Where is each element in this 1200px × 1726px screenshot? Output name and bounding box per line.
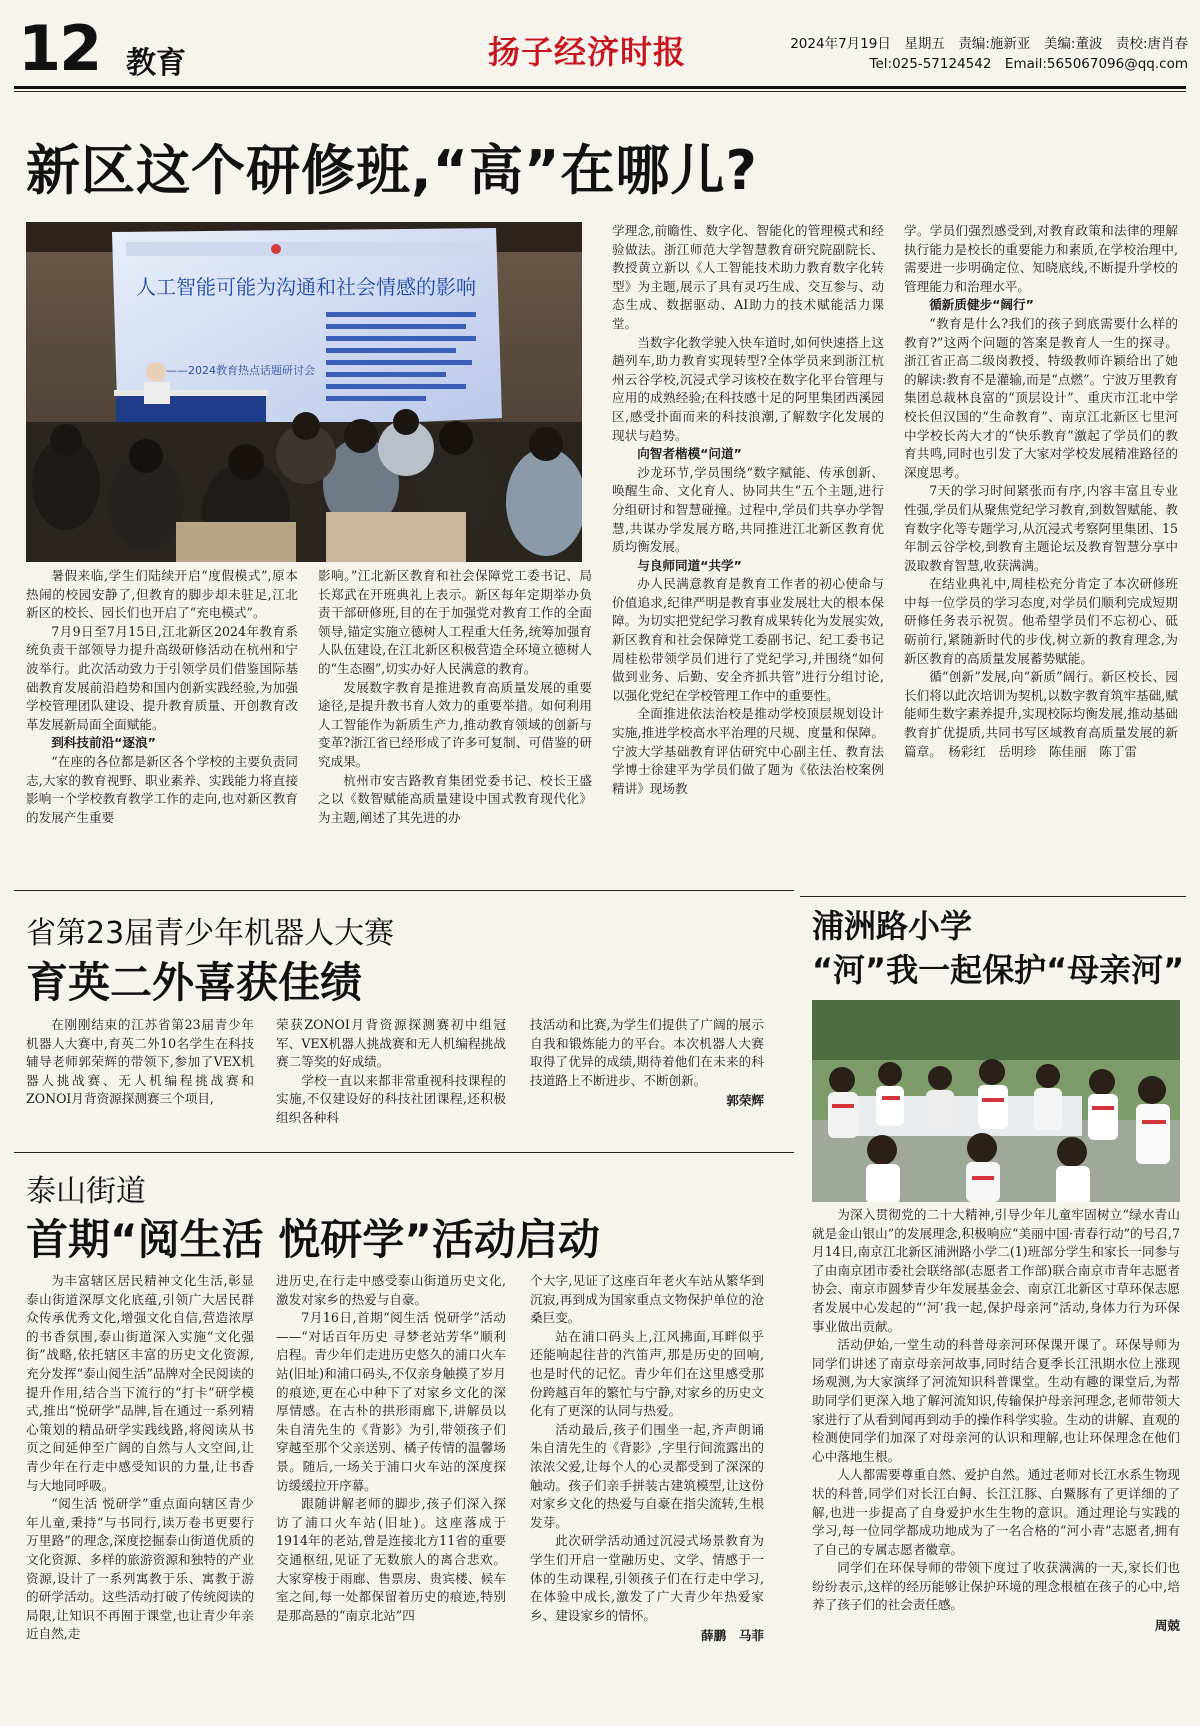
article3-column1: [26, 1272, 254, 1720]
paragraph: 荣获ZONOI月背资源探测赛初中组冠军、VEX机器人挑战赛和无人机编程挑战赛二等奖的好成绩。: [276, 1017, 506, 1070]
paragraph: 此次研学活动通过沉浸式场景教育为学生们开启一堂融历史、文学、情感于一体的生动课程,引领孩子们在行走中学习,在体验中成长,激发了广大青少年热爱家乡、建设家乡的情怀。: [530, 1533, 764, 1623]
article2-column3: [530, 1016, 764, 1140]
paragraph: 为丰富辖区居民精神文化生活,彰显泰山街道深厚文化底蕴,引领广大居民群众传承优秀文化,增强文化自信,营造浓厚的书香氛围,泰山街道深入实施“文化强街”战略,依托辖区丰富的历史文化资源,充分发挥“泰山阅生活”品牌对全民阅读的提升作用,结合当下流行的“打卡”研学模式,推出“悦研学”品牌,旨在通过一系列精心策划的精品研学实践线路,将阅读从书页之间延伸至广阔的自然与人文空间,让青少年在行走中感受知识的力量,让书香与大地同呼吸。: [26, 1273, 254, 1493]
subhead: 向智者楷模“问道”: [637, 446, 742, 462]
paragraph: 同学们在环保导师的带领下度过了收获满满的一天,家长们也纷纷表示,这样的经历能够让保护环境的理念根植在孩子的心中,培养了孩子们的社会责任感。: [812, 1560, 1180, 1613]
paragraph: “阅生活 悦研学”重点面向辖区青少年儿童,秉持“与书同行,读万卷书更要行万里路”的理念,深度挖掘泰山街道优质的文化资源、多样的旅游资源和独特的产业资源,设计了一系列寓教于乐、寓教于游的研学活动。这些活动打破了传统阅读的局限,让知识不再囿于课堂,也让青少年亲近自然,走: [26, 1496, 254, 1642]
paragraph: 7天的学习时间紧张而有序,内容丰富且专业性强,学员们从聚焦党纪学习教育,到数智赋能、教育数字化等专题学习,从沉浸式考察阿里集团、15年制云谷学校,到教育主题论坛及教育智慧分享中汲取教育智慧,收获满满。: [904, 483, 1178, 573]
article1-column4: [904, 222, 1178, 880]
paragraph: 个大字,见证了这座百年老火车站从繁华到沉寂,再到成为国家重点文物保护单位的沧桑巨变。: [530, 1273, 764, 1326]
article4-byline: 周兢: [1154, 1618, 1180, 1634]
paragraph: 在刚刚结束的江苏省第23届青少年机器人大赛中,育英二外10名学生在科技辅导老师郭荣辉的带领下,参加了VEX机器人挑战赛、无人机编程挑战赛和ZONOI月背资源探测赛三个项目,: [26, 1017, 254, 1107]
page-number: 12: [18, 12, 101, 85]
article3-title: 首期“阅生活 悦研学”活动启动: [26, 1215, 600, 1264]
header-divider: [14, 86, 1186, 89]
seminar-photo: [26, 222, 582, 562]
article4-subtitle: 浦洲路小学: [812, 907, 973, 945]
paragraph: 学。学员们强烈感受到,对教育政策和法律的理解执行能力是校长的重要能力和素质,在学校治理中,需要进一步明确定位、知晓底线,不断提升学校的管理能力和治理水平。: [904, 223, 1178, 294]
paragraph: 进历史,在行走中感受泰山街道历史文化,激发对家乡的热爱与自豪。: [276, 1273, 506, 1307]
paragraph: 为深入贯彻党的二十大精神,引导少年儿童牢固树立“绿水青山就是金山银山”的发展理念,积极响应“美丽中国·青春行动”的号召,7月14日,南京江北新区浦洲路小学二(1)班部分学生和家长一同参与了由南京团市委社会联络部(志愿者工作部)联合南京市青年志愿者协会、南京市圆梦青少年发展基金会、南京江北新区寸草环保志愿者发展中心发起的“‘河’我一起,保护母亲河”活动,身体力行为环保事业做出贡献。: [812, 1207, 1180, 1334]
section-divider: [14, 1152, 794, 1153]
paragraph: 站在浦口码头上,江风拂面,耳畔似乎还能响起往昔的汽笛声,那是历史的回响,也是时代的记忆。青少年们在这里感受那份跨越百年的繁忙与宁静,对家乡的历史文化有了更深的认同与热爱。: [530, 1328, 764, 1419]
paragraph: 学校一直以来都非常重视科技课程的实施,不仅建设好的科技社团课程,还积极组织各种科: [276, 1072, 506, 1125]
article1-column1: [26, 567, 298, 863]
paragraph: 人人都需要尊重自然、爱护自然。通过老师对长江水系生物现状的科普,同学们对长江白鲟、长江江豚、白鱀豚有了更详细的了解,也进一步提高了自身爱护水生生物的意识。通过理论与实践的学习,每一位同学都成功地成为了一名合格的“河小青”志愿者,拥有了自己的专属志愿者徽章。: [812, 1467, 1180, 1557]
paragraph: 技活动和比赛,为学生们提供了广阔的展示自我和锻炼能力的平台。本次机器人大赛取得了优异的成绩,期待着他们在未来的科技道路上不断进步、不断创新。: [530, 1017, 764, 1088]
paragraph: 杭州市安吉路教育集团党委书记、校长王盛之以《数智赋能高质量建设中国式教育现代化》为主题,阐述了其先进的办: [318, 772, 592, 825]
paragraph: 沙龙环节,学员围绕“数字赋能、传承创新、唤醒生命、文化育人、协同共生”五个主题,进行分组研讨和智慧碰撞。过程中,学员们共享办学智慧,共谋办学发展方略,共同推进江北新区教育优质均衡发展。: [612, 464, 884, 555]
river-activity-illustration: [812, 1000, 1180, 1202]
article1-headline: 新区这个研修班,“高”在哪儿?: [26, 139, 758, 202]
article4-column1: [812, 1206, 1180, 1720]
article1-column2: [318, 567, 592, 863]
header-info: [790, 34, 1188, 74]
article2-subtitle: 省第23届青少年机器人大赛: [26, 916, 395, 951]
article3-byline: 薛鹏 马菲: [701, 1628, 764, 1644]
subhead: 与良师同道“共学”: [637, 557, 742, 573]
paragraph: “教育是什么?我们的孩子到底需要什么样的教育?”这两个问题的答案是教育人一生的探寻。浙江省正高二级岗教授、特级教师许颖给出了她的解读:教育不是灌输,而是“点燃”。宁波万里教育集团总裁林良富的“顶层设计”、重庆市江北中学校长但汉国的“生命教育”、南京江北新区七里河中学校长芮大才的“快乐教育”激起了学员们的教育共鸣,同时也引发了大家对学校发展精准路径的深度思考。: [904, 315, 1178, 480]
river-activity-photo: [812, 1000, 1180, 1202]
paragraph: 办人民满意教育是教育工作者的初心使命与价值追求,纪律严明是教育事业发展壮大的根本保障。为切实把党纪学习教育成果转化为发展实效,新区教育和社会保障党工委副书记、纪工委书记周桂松带领学员们进行了党纪学习,并围绕“如何做到业务、后勤、安全齐抓共管”进行分组讨论,以强化党纪在学校管理工作中的重要性。: [612, 576, 884, 703]
article2-column1: [26, 1016, 254, 1138]
paragraph: 活动最后,孩子们围坐一起,齐声朗诵朱自清先生的《背影》,字里行间流露出的浓浓父爱,让每个人的心灵都受到了深深的触动。孩子们亲手拼装古建筑模型,让这份对家乡文化的热爱与自豪在指尖流转,生根发芽。: [530, 1421, 764, 1530]
paragraph: 学理念,前瞻性、数字化、智能化的管理模式和经验做法。浙江师范大学智慧教育研究院副院长、教授黄立新以《人工智能技术助力教育数字化转型》为主题,展示了具有灵巧生成、交互参与、动态生成、数据驱动、AI助力的技术赋能活力课堂。: [612, 223, 884, 331]
section-divider: [800, 896, 1186, 897]
seminar-photo-illustration: [26, 222, 582, 562]
paragraph: 发展数字教育是推进教育高质量发展的重要途径,是提升教书育人效力的重要举措。如何利用人工智能作为新质生产力,推动教育领域的创新与变革?浙江省已经形成了许多可复制、可借鉴的研究成果。: [318, 679, 592, 769]
article3-column3: [530, 1272, 764, 1720]
paragraph: “在座的各位都是新区各个学校的主要负责同志,大家的教育视野、职业素养、实践能力将直接影响一个学校教育教学工作的走向,也对新区教育的发展产生重要: [26, 753, 298, 825]
section-title: 教育: [126, 46, 186, 81]
section-divider: [14, 890, 794, 891]
paragraph: 跟随讲解老师的脚步,孩子们深入探访了浦口火车站(旧址)。这座落成于1914年的老站,曾是连接北方11省的重要交通枢纽,见证了无数旅人的离合悲欢。大家穿梭于雨廊、售票房、贵宾楼、候车室之间,每一处都保留着历史的痕迹,特别是那高悬的“南京北站”四: [276, 1496, 506, 1623]
issue-date-editors: 2024年7月19日 星期五 责编:施新亚 美编:董波 责校:唐肖春: [790, 36, 1188, 52]
newspaper-masthead: [488, 28, 768, 76]
paragraph: 7月16日,首期“阅生活 悦研学”活动——“对话百年历史 寻梦老站芳华”顺利启程。青少年们走进历史悠久的浦口火车站(旧址)和浦口码头,不仅亲身触摸了岁月的痕迹,更在心中种下了对家乡文化的深厚情感。在古朴的拱形雨廊下,讲解员以朱自清先生的《背影》为引,带领孩子们穿越至那个父亲送别、橘子传情的温馨场景。随后,一场关于浦口火车站的深度探访缓缓拉开序幕。: [276, 1310, 506, 1493]
article1-column3: [612, 222, 884, 862]
article4-title: “河”我一起保护“母亲河”: [812, 951, 1185, 989]
paragraph: 7月9日至7月15日,江北新区2024年教育系统负责干部领导力提升高级研修活动在杭州和宁波举行。此次活动致力于引领学员们借鉴国际基础教育发展前沿趋势和国内创新实践经验,为加强学校管理团队建设、提升教育质量、开创教育改革发展新局面全面赋能。: [26, 623, 298, 732]
screen-title: 人工智能可能为沟通和社会情感的影响: [136, 275, 476, 299]
article2-column2: [276, 1016, 506, 1138]
contact-line: Tel:025-57124542 Email:565067096@qq.com: [869, 56, 1188, 72]
article3-subtitle: 泰山街道: [26, 1174, 146, 1209]
subhead: 到科技前沿“逐浪”: [51, 735, 156, 751]
article3-column2: [276, 1272, 506, 1720]
article2-title: 育英二外喜获佳绩: [26, 958, 363, 1007]
subhead: 循新质健步“阔行”: [929, 297, 1034, 313]
screen-caption: ——2024教育热点话题研讨会: [166, 364, 315, 377]
paragraph: 当数字化教学驶入快车道时,如何快速搭上这趟列车,助力教育实现转型?全体学员来到浙江杭州云谷学校,沉浸式学习该校在数字化平台管理与应用的成熟经验;在科技感十足的阿里集团西溪园区,感受扑面而来的科技浪潮,了解数字化发展的现状与趋势。: [612, 334, 884, 443]
paragraph: 循“创新”发展,向“新质”阔行。新区校长、园长们将以此次培训为契机,以数字教育筑牢基础,赋能师生数字素养提升,实现校际均衡发展,推动基础教育扩优提质,共同书写区域教育高质量发展的新篇章。 杨彩红 岳明珍 陈佳丽 陈丁雷: [904, 669, 1178, 759]
header-divider-thin: [14, 91, 1186, 92]
paragraph: 暑假来临,学生们陆续开启“度假模式”,原本热闹的校园安静了,但教育的脚步却未驻足,江北新区的校长、园长们也开启了“充电模式”。: [26, 568, 298, 621]
paragraph: 影响。”江北新区教育和社会保障党工委书记、局长郑武在开班典礼上表示。新区每年定期举办负责干部研修班,目的在于加强党对教育工作的全面领导,锚定实施立德树人工程重大任务,统筹加强育人队伍建设,在江北新区积极营造全环境立德树人的“生态圈”,切实办好人民满意的教育。: [318, 568, 592, 676]
article2-byline: 郭荣辉: [726, 1093, 764, 1109]
paragraph: 在结业典礼中,周桂松充分肯定了本次研修班中每一位学员的学习态度,对学员们顺利完成短期研修任务表示祝贺。他希望学员们不忘初心、砥砺前行,紧随新时代的步伐,树立新的教育理念,为新区教育的高质量发展蓄势赋能。: [904, 576, 1178, 666]
paragraph: 活动伊始,一堂生动的科普母亲河环保课开课了。环保导师为同学们讲述了南京母亲河故事,同时结合夏季长江汛期水位上涨现场观测,为大家演绎了河流知识科普课堂。生动有趣的课堂后,为帮助同学们更深入地了解河流知识,传输保护母亲河理念,老师带领大家进行了从看到闻再到动手的操作科学实验。生动的讲解、直观的检测使同学们加深了对母亲河的认识和理解,也让环保理念在他们心中落地生根。: [812, 1337, 1180, 1464]
masthead-title: 扬子经济时报: [488, 33, 687, 71]
paragraph: 全面推进依法治校是推动学校顶层规划设计实施,推进学校高水平治理的尺规、度量和保障。宁波大学基础教育评估研究中心副主任、教育法学博士徐建平为学员们做了题为《依法治校案例精讲》现场教: [612, 706, 884, 796]
